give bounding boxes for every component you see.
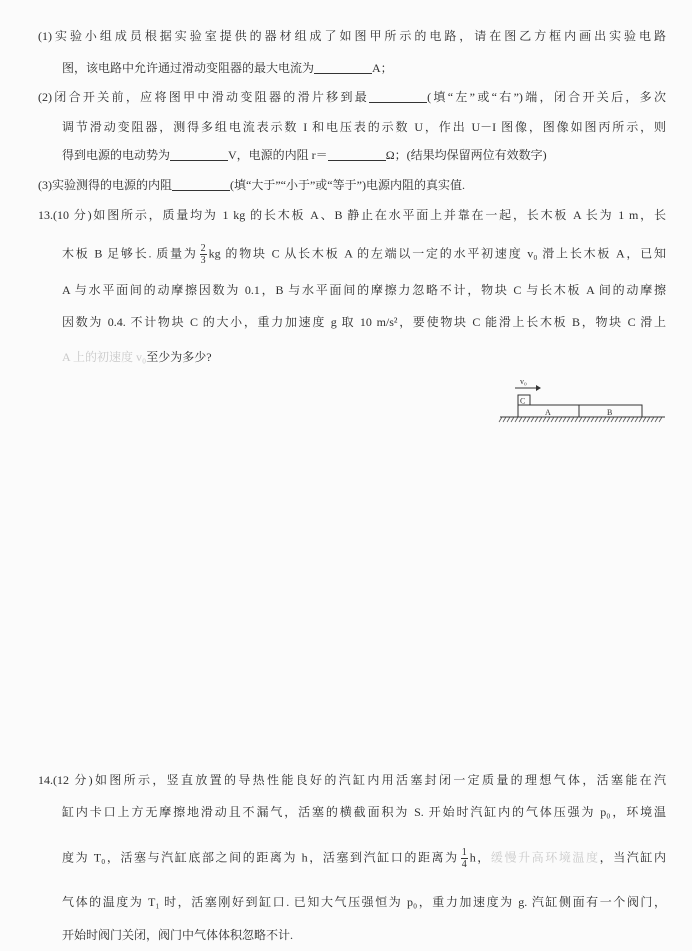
q14-line: 气体的温度为 T₁ 时，活塞刚好到缸口. 已知大气压强恒为 p₀，重力加速度为 g. 汽缸侧面有一个阀门，: [62, 895, 666, 909]
board-a-label: A: [545, 408, 551, 417]
hatch-mark: [547, 417, 550, 422]
hatch-mark: [563, 417, 566, 422]
v0-label: v₀: [520, 377, 527, 386]
hatch-mark: [635, 417, 638, 422]
hatch-mark: [511, 417, 514, 422]
hatch-mark: [535, 417, 538, 422]
hatch-mark: [555, 417, 558, 422]
q13-line: [62, 243, 666, 266]
q13-line: 13.(10 分)如图所示，质量均为 1 kg 的长木板 A、B 静止在水平面上并靠在一起，长木板 A 长为 1 m，长: [38, 208, 666, 222]
part1-line: (1)实验小组成员根据实验室提供的器材组成了如图甲所示的电路，请在图乙方框内画出实验电路: [38, 29, 666, 43]
hatch-mark: [647, 417, 650, 422]
hatch-mark: [543, 417, 546, 422]
q13-line: [62, 347, 666, 367]
fraction: [200, 243, 207, 266]
arrow-head-icon: [536, 385, 541, 391]
part1-line: [62, 145, 666, 165]
text: kg 的物块 C 从长木板 A 的左端以一定的水平初速度 v₀ 滑上长木板 A，已知: [208, 246, 666, 261]
text: (填“大于”“小于”或“等于”)电源内阻的真实值.: [230, 178, 465, 192]
denominator: 4: [461, 859, 467, 870]
text: 图，该电路中允许通过滑动变阻器的最大电流为: [62, 61, 315, 75]
hatch-mark: [607, 417, 610, 422]
part1-line: [38, 175, 666, 195]
answer-blank[interactable]: [369, 88, 427, 103]
hatch-mark: [579, 417, 582, 422]
hatch-mark: [611, 417, 614, 422]
hatch-mark: [527, 417, 530, 422]
hatch-mark: [619, 417, 622, 422]
hatch-mark: [531, 417, 534, 422]
hatch-mark: [559, 417, 562, 422]
hatch-mark: [639, 417, 642, 422]
hatch-mark: [643, 417, 646, 422]
hatch-mark: [591, 417, 594, 422]
hatch-mark: [595, 417, 598, 422]
text: 度为 T₀，活塞与汽缸底部之间的距离为 h，活塞到汽缸口的距离为: [62, 850, 459, 865]
hatch-mark: [599, 417, 602, 422]
hatch-mark: [571, 417, 574, 422]
ground-hatching: [499, 417, 662, 422]
part1-line: [38, 87, 666, 107]
answer-blank[interactable]: [314, 59, 372, 74]
hatch-mark: [507, 417, 510, 422]
text: 得到电源的电动势为: [62, 148, 171, 162]
fraction: [461, 847, 468, 870]
answer-blank[interactable]: [170, 146, 228, 161]
hatch-mark: [623, 417, 626, 422]
part1-line: [62, 58, 666, 78]
denominator: 3: [200, 255, 206, 266]
answer-blank[interactable]: [328, 146, 386, 161]
text: Ω；(结果均保留两位有效数字): [385, 148, 547, 162]
hatch-mark: [583, 417, 586, 422]
hatch-mark: [519, 417, 522, 422]
text: 木板 B 足够长. 质量为: [62, 246, 198, 261]
board-b-label: B: [607, 408, 613, 417]
hatch-mark: [631, 417, 634, 422]
hatch-mark: [499, 417, 502, 422]
text: 至少为多少?: [146, 350, 212, 364]
hatch-mark: [539, 417, 542, 422]
answer-blank[interactable]: [172, 176, 230, 191]
hatch-mark: [523, 417, 526, 422]
text: V，电源的内阻 r＝: [228, 148, 328, 162]
board-block-diagram: [490, 375, 680, 430]
hatch-mark: [587, 417, 590, 422]
q14-line: 开始时阀门关闭，阀门中气体体积忽略不计.: [62, 928, 294, 942]
hatch-mark: [627, 417, 630, 422]
faded-text: A 上的初速度 v₀: [62, 350, 147, 364]
hatch-mark: [655, 417, 658, 422]
text: (填“左”或“右”)端，闭合开关后，多次: [427, 90, 666, 104]
q14-line: 缸内卡口上方无摩擦地滑动且不漏气，活塞的横截面积为 S. 开始时汽缸内的气体压强为 p₀，环境温: [62, 805, 666, 819]
block-c-label: C: [520, 396, 526, 406]
faded-text: 缓慢升高环境温度: [490, 850, 600, 865]
q14-line: [62, 847, 666, 870]
text: (2)闭合开关前，应将图甲中滑动变阻器的滑片移到最: [38, 90, 370, 104]
q14-line: 14.(12 分)如图所示，竖直放置的导热性能良好的汽缸内用活塞封闭一定质量的理想气体，活塞能在汽: [38, 773, 666, 787]
part1-line: 调节滑动变阻器，测得多组电流表示数 I 和电压表的示数 U，作出 U－I 图像，图像如图丙所示，则: [62, 120, 666, 134]
hatch-mark: [567, 417, 570, 422]
hatch-mark: [615, 417, 618, 422]
q13-line: A 与水平面间的动摩擦因数为 0.1，B 与水平面间的摩擦力忽略不计，物块 C 与长木板 A 间的动摩擦: [62, 283, 666, 297]
text: h，: [469, 850, 491, 865]
text: A；: [372, 61, 393, 75]
hatch-mark: [551, 417, 554, 422]
q13-line: 因数为 0.4. 不计物块 C 的大小，重力加速度 g 取 10 m/s²，要使物块 C 能滑上长木板 B，物块 C 滑上: [62, 315, 666, 329]
hatch-mark: [575, 417, 578, 422]
numerator: 2: [200, 243, 206, 254]
hatch-mark: [603, 417, 606, 422]
hatch-mark: [503, 417, 506, 422]
text: ，当汽缸内: [599, 850, 666, 865]
hatch-mark: [659, 417, 662, 422]
text: (3)实验测得的电源的内阻: [38, 178, 172, 192]
hatch-mark: [651, 417, 654, 422]
hatch-mark: [515, 417, 518, 422]
numerator: 1: [461, 847, 467, 858]
